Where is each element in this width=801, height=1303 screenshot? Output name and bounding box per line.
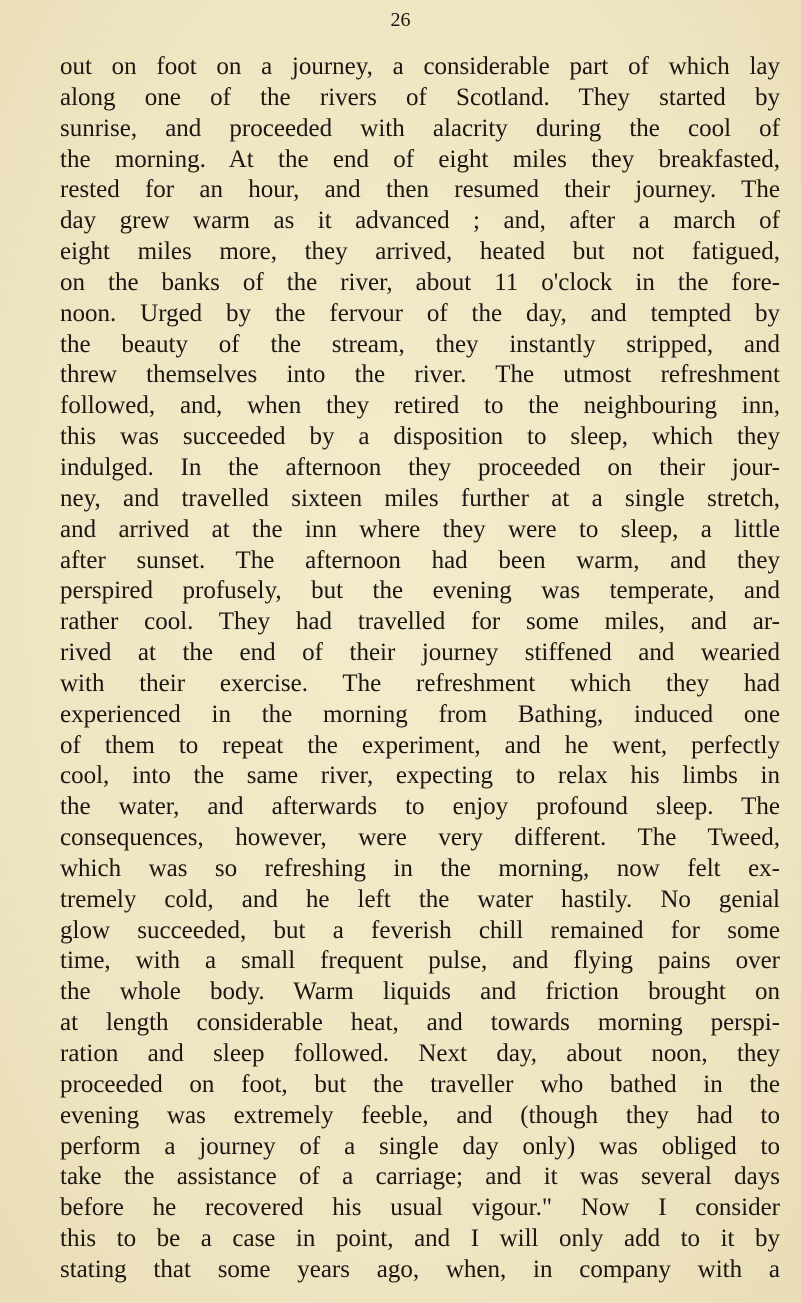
text-line: of them to repeat the experiment, and he went, perfectly — [60, 731, 780, 759]
text-line: along one of the rivers of Scotland. They started by — [60, 83, 780, 111]
text-line: ration and sleep followed. Next day, about noon, they — [60, 1040, 780, 1067]
text-line: experienced in the morning from Bathing, induced one — [60, 700, 780, 728]
text-line: the beauty of the stream, they instantly stripped, and — [60, 330, 780, 358]
text-line: threw themselves into the river. The utmost refreshment — [60, 361, 780, 389]
text-line: tremely cold, and he left the water hastily. No genial — [60, 885, 780, 913]
text-line: glow succeeded, but a feverish chill remained for some — [60, 916, 780, 944]
text-line: day grew warm as it advanced ; and, after a march of — [60, 207, 780, 235]
text-line: take the assistance of a carriage; and it was several days — [60, 1163, 780, 1191]
text-line: indulged. In the afternoon they proceeded on their jour- — [60, 453, 780, 481]
text-line: ney, and travelled sixteen miles further at a single stretch, — [60, 484, 780, 512]
text-line: and arrived at the inn where they were to sleep, a little — [60, 515, 780, 543]
text-line: consequences, however, were very different. The Tweed, — [60, 824, 780, 852]
text-line: rather cool. They had travelled for some miles, and ar- — [60, 608, 780, 636]
text-line: before he recovered his usual vigour." Now I consider — [60, 1194, 780, 1222]
text-line: sunrise, and proceeded with alacrity during the cool of — [60, 114, 780, 142]
text-line: eight miles more, they arrived, heated but not fatigued, — [60, 238, 780, 266]
text-line: which was so refreshing in the morning, now felt ex- — [60, 854, 780, 882]
text-line: the water, and afterwards to enjoy profound sleep. The — [60, 793, 780, 821]
text-line: cool, into the same river, expecting to relax his limbs in — [60, 762, 780, 790]
text-line: perspired profusely, but the evening was temperate, and — [60, 577, 780, 605]
text-line: stating that some years ago, when, in company with a — [60, 1255, 780, 1283]
text-line: time, with a small frequent pulse, and flying pains over — [60, 947, 780, 975]
text-line: evening was extremely feeble, and (though they had to — [60, 1101, 780, 1129]
body-text — [60, 52, 780, 1286]
text-line: rested for an hour, and then resumed their journey. The — [60, 176, 780, 204]
text-line: out on foot on a journey, a considerable part of which lay — [60, 53, 780, 80]
text-line: noon. Urged by the fervour of the day, and tempted by — [60, 299, 780, 327]
text-line: with their exercise. The refreshment which they had — [60, 669, 780, 697]
text-line: on the banks of the river, about 11 o'clock in the fore- — [60, 268, 780, 296]
text-line: after sunset. The afternoon had been warm, and they — [60, 546, 780, 574]
text-line: at length considerable heat, and towards morning perspi- — [60, 1009, 780, 1037]
text-line: perform a journey of a single day only) was obliged to — [60, 1132, 780, 1160]
text-line: rived at the end of their journey stiffened and wearied — [60, 639, 780, 667]
text-line: the morning. At the end of eight miles they breakfasted, — [60, 145, 780, 173]
text-line: the whole body. Warm liquids and friction brought on — [60, 978, 780, 1006]
page-number: 26 — [390, 9, 411, 31]
text-line: this was succeeded by a disposition to sleep, which they — [60, 423, 780, 451]
text-line: followed, and, when they retired to the neighbouring inn, — [60, 392, 780, 420]
text-line: this to be a case in point, and I will only add to it by — [60, 1225, 780, 1253]
text-line: proceeded on foot, but the traveller who bathed in the — [60, 1070, 780, 1098]
